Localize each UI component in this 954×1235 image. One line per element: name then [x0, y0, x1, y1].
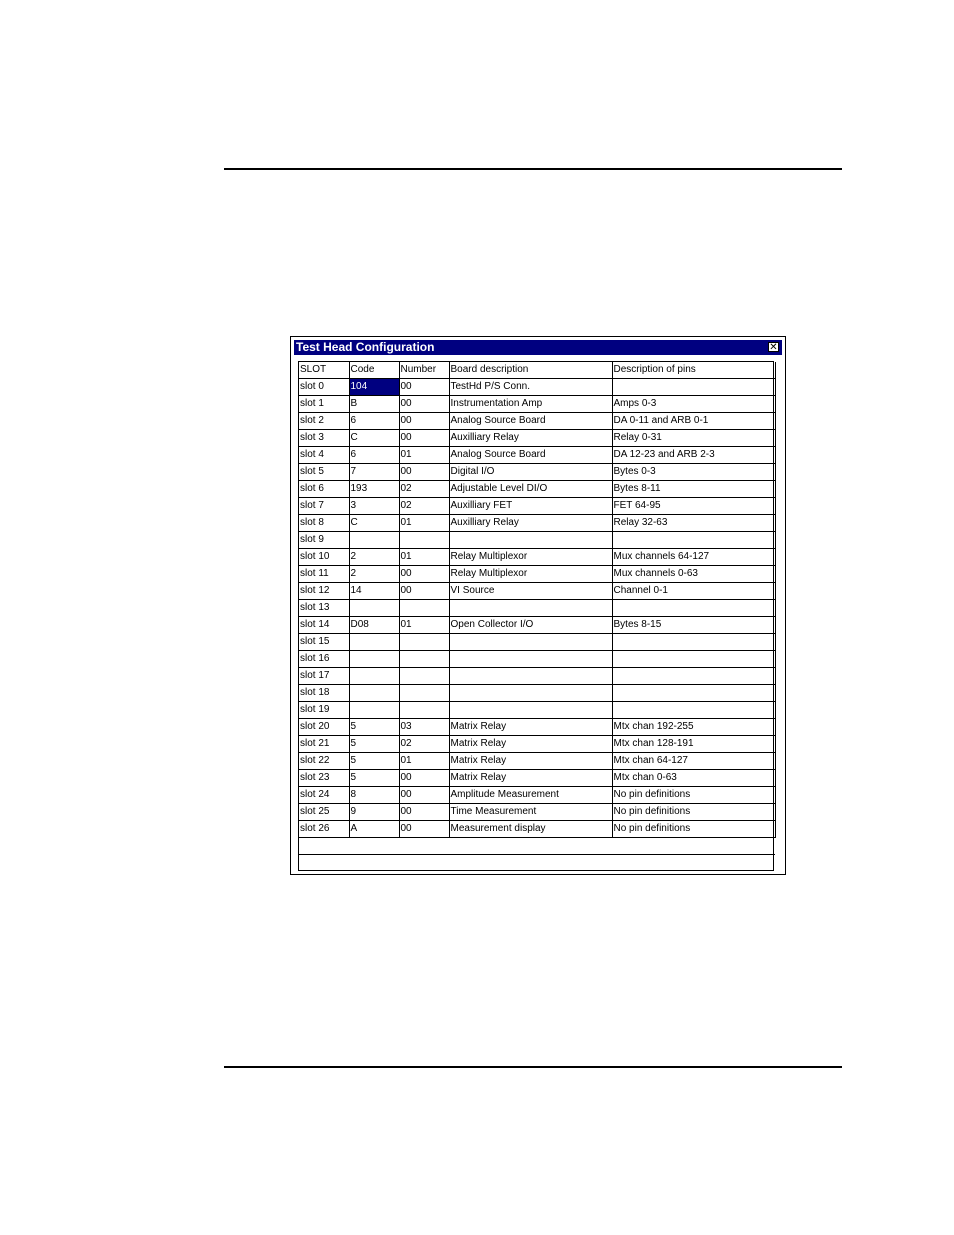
cell-code[interactable]: [349, 651, 399, 668]
cell-number[interactable]: 00: [399, 396, 449, 413]
table-row: [299, 498, 775, 515]
cell-pin-description[interactable]: [612, 685, 775, 702]
top-rule: [224, 168, 842, 170]
row-label: slot 12: [299, 583, 349, 600]
header-row: [299, 362, 775, 379]
row-label: slot 16: [299, 651, 349, 668]
row-label: slot 19: [299, 702, 349, 719]
cell-number[interactable]: [399, 651, 449, 668]
row-label: slot 1: [299, 396, 349, 413]
cell-code[interactable]: 3: [349, 498, 399, 515]
cell-number[interactable]: 00: [399, 787, 449, 804]
cell-board-description[interactable]: Analog Source Board: [449, 447, 612, 464]
table-row: [299, 583, 775, 600]
cell-pin-description[interactable]: DA 12-23 and ARB 2-3: [612, 447, 775, 464]
table-row: [299, 651, 775, 668]
cell-pin-description[interactable]: No pin definitions: [612, 804, 775, 821]
table-row: [299, 464, 775, 481]
cell-code[interactable]: 6: [349, 413, 399, 430]
table-row: [299, 447, 775, 464]
row-label: slot 11: [299, 566, 349, 583]
table-row: [299, 430, 775, 447]
cell-board-description[interactable]: Matrix Relay: [449, 719, 612, 736]
cell-number[interactable]: 00: [399, 566, 449, 583]
cell-pin-description[interactable]: Mtx chan 0-63: [612, 770, 775, 787]
cell-board-description[interactable]: [449, 634, 612, 651]
row-label: slot 14: [299, 617, 349, 634]
row-label: slot 2: [299, 413, 349, 430]
cell-code[interactable]: [349, 600, 399, 617]
cell-board-description[interactable]: Adjustable Level DI/O: [449, 481, 612, 498]
cell-code[interactable]: 8: [349, 787, 399, 804]
cell-board-description[interactable]: Matrix Relay: [449, 736, 612, 753]
cell-pin-description[interactable]: No pin definitions: [612, 821, 775, 838]
cell-number[interactable]: [399, 600, 449, 617]
cell-number[interactable]: 01: [399, 447, 449, 464]
row-label: slot 0: [299, 379, 349, 396]
cell-code[interactable]: 2: [349, 566, 399, 583]
cell-code[interactable]: [349, 702, 399, 719]
row-label: slot 7: [299, 498, 349, 515]
cell-board-description[interactable]: Amplitude Measurement: [449, 787, 612, 804]
cell-pin-description[interactable]: [612, 651, 775, 668]
window-title: Test Head Configuration: [296, 340, 435, 354]
cell-board-description[interactable]: Matrix Relay: [449, 770, 612, 787]
cell-board-description[interactable]: Open Collector I/O: [449, 617, 612, 634]
cell-board-description[interactable]: Analog Source Board: [449, 413, 612, 430]
cell-number[interactable]: 00: [399, 464, 449, 481]
config-grid: [298, 361, 774, 871]
row-label: slot 23: [299, 770, 349, 787]
empty-cell[interactable]: [299, 838, 349, 855]
table-row: [299, 787, 775, 804]
cell-board-description[interactable]: Relay Multiplexor: [449, 549, 612, 566]
cell-number[interactable]: [399, 532, 449, 549]
empty-cell[interactable]: [349, 838, 399, 855]
cell-code[interactable]: [349, 685, 399, 702]
row-label: slot 15: [299, 634, 349, 651]
cell-board-description[interactable]: Auxilliary Relay: [449, 430, 612, 447]
cell-board-description[interactable]: Matrix Relay: [449, 753, 612, 770]
cell-pin-description[interactable]: [612, 379, 775, 396]
cell-code[interactable]: 6: [349, 447, 399, 464]
cell-number[interactable]: 02: [399, 481, 449, 498]
row-label: slot 3: [299, 430, 349, 447]
table-row: [299, 481, 775, 498]
cell-pin-description[interactable]: Amps 0-3: [612, 396, 775, 413]
cell-board-description[interactable]: Auxilliary Relay: [449, 515, 612, 532]
empty-cell[interactable]: [612, 838, 775, 855]
cell-number[interactable]: [399, 702, 449, 719]
cell-board-description[interactable]: [449, 600, 612, 617]
table-row: [299, 685, 775, 702]
table-row: [299, 668, 775, 685]
cell-board-description[interactable]: [449, 651, 612, 668]
row-label: slot 10: [299, 549, 349, 566]
cell-number[interactable]: 01: [399, 549, 449, 566]
cell-number[interactable]: 00: [399, 770, 449, 787]
cell-number[interactable]: 00: [399, 430, 449, 447]
cell-code[interactable]: 7: [349, 464, 399, 481]
row-label: slot 18: [299, 685, 349, 702]
cell-number[interactable]: [399, 668, 449, 685]
cell-board-description[interactable]: [449, 668, 612, 685]
cell-pin-description[interactable]: No pin definitions: [612, 787, 775, 804]
cell-number[interactable]: 02: [399, 736, 449, 753]
row-label: slot 6: [299, 481, 349, 498]
table-row: [299, 736, 775, 753]
row-label: slot 20: [299, 719, 349, 736]
cell-number[interactable]: 02: [399, 498, 449, 515]
test-head-configuration-dialog: [290, 336, 786, 875]
cell-board-description[interactable]: Measurement display: [449, 821, 612, 838]
column-header-pin-description[interactable]: Description of pins: [612, 362, 775, 379]
cell-pin-description[interactable]: Mux channels 64-127: [612, 549, 775, 566]
cell-code[interactable]: C: [349, 430, 399, 447]
bottom-rule: [224, 1066, 842, 1068]
cell-pin-description[interactable]: FET 64-95: [612, 498, 775, 515]
close-icon[interactable]: ✕: [769, 342, 778, 353]
cell-pin-description[interactable]: [612, 634, 775, 651]
cell-board-description[interactable]: Relay Multiplexor: [449, 566, 612, 583]
cell-code[interactable]: 14: [349, 583, 399, 600]
cell-board-description[interactable]: Auxilliary FET: [449, 498, 612, 515]
table-row: [299, 413, 775, 430]
cell-code[interactable]: 5: [349, 736, 399, 753]
table-row: [299, 515, 775, 532]
cell-board-description[interactable]: Digital I/O: [449, 464, 612, 481]
cell-pin-description[interactable]: Mux channels 0-63: [612, 566, 775, 583]
cell-code[interactable]: 5: [349, 719, 399, 736]
cell-number[interactable]: 00: [399, 583, 449, 600]
table-row: [299, 566, 775, 583]
cell-number[interactable]: 00: [399, 821, 449, 838]
cell-code[interactable]: 9: [349, 804, 399, 821]
table-row: [299, 702, 775, 719]
table-row: [299, 617, 775, 634]
empty-row[interactable]: [299, 838, 775, 855]
cell-code[interactable]: 5: [349, 753, 399, 770]
cell-board-description[interactable]: TestHd P/S Conn.: [449, 379, 612, 396]
row-label: slot 26: [299, 821, 349, 838]
cell-number[interactable]: [399, 685, 449, 702]
cell-number[interactable]: 01: [399, 753, 449, 770]
row-label: slot 25: [299, 804, 349, 821]
row-label: slot 21: [299, 736, 349, 753]
cell-code[interactable]: C: [349, 515, 399, 532]
row-label: slot 13: [299, 600, 349, 617]
cell-pin-description[interactable]: Bytes 8-15: [612, 617, 775, 634]
cell-pin-description[interactable]: Channel 0-1: [612, 583, 775, 600]
row-label: slot 24: [299, 787, 349, 804]
row-label: slot 17: [299, 668, 349, 685]
cell-number[interactable]: 00: [399, 379, 449, 396]
cell-board-description[interactable]: [449, 702, 612, 719]
cell-pin-description[interactable]: [612, 532, 775, 549]
cell-code[interactable]: A: [349, 821, 399, 838]
column-header-code[interactable]: Code: [349, 362, 399, 379]
empty-cell[interactable]: [399, 838, 449, 855]
cell-code[interactable]: 104: [349, 379, 399, 396]
cell-pin-description[interactable]: [612, 668, 775, 685]
cell-pin-description[interactable]: Relay 0-31: [612, 430, 775, 447]
table-row: [299, 549, 775, 566]
cell-pin-description[interactable]: [612, 702, 775, 719]
cell-number[interactable]: 00: [399, 804, 449, 821]
row-label: slot 8: [299, 515, 349, 532]
table-row: [299, 379, 775, 396]
cell-code[interactable]: 2: [349, 549, 399, 566]
cell-number[interactable]: [399, 634, 449, 651]
cell-pin-description[interactable]: Mtx chan 64-127: [612, 753, 775, 770]
cell-pin-description[interactable]: Mtx chan 128-191: [612, 736, 775, 753]
table-row: [299, 634, 775, 651]
cell-pin-description[interactable]: Bytes 0-3: [612, 464, 775, 481]
cell-number[interactable]: 00: [399, 413, 449, 430]
column-header-number[interactable]: Number: [399, 362, 449, 379]
table-row: [299, 532, 775, 549]
cell-pin-description[interactable]: DA 0-11 and ARB 0-1: [612, 413, 775, 430]
empty-cell[interactable]: [449, 838, 612, 855]
table-row: [299, 396, 775, 413]
cell-board-description[interactable]: Instrumentation Amp: [449, 396, 612, 413]
row-label: slot 4: [299, 447, 349, 464]
cell-code[interactable]: B: [349, 396, 399, 413]
table-row: [299, 821, 775, 838]
cell-number[interactable]: 01: [399, 515, 449, 532]
cell-board-description[interactable]: [449, 685, 612, 702]
cell-pin-description[interactable]: Bytes 8-11: [612, 481, 775, 498]
cell-pin-description[interactable]: Relay 32-63: [612, 515, 775, 532]
cell-pin-description[interactable]: [612, 600, 775, 617]
cell-code[interactable]: 5: [349, 770, 399, 787]
cell-number[interactable]: 03: [399, 719, 449, 736]
cell-code[interactable]: D08: [349, 617, 399, 634]
table-row: [299, 770, 775, 787]
table-row: [299, 753, 775, 770]
cell-board-description[interactable]: Time Measurement: [449, 804, 612, 821]
cell-code[interactable]: 193: [349, 481, 399, 498]
row-label: slot 9: [299, 532, 349, 549]
cell-board-description[interactable]: VI Source: [449, 583, 612, 600]
cell-code[interactable]: [349, 532, 399, 549]
title-bar[interactable]: [294, 340, 782, 355]
cell-code[interactable]: [349, 634, 399, 651]
column-header-slot[interactable]: SLOT: [299, 362, 349, 379]
table-row: [299, 804, 775, 821]
table-row: [299, 719, 775, 736]
table-row: [299, 600, 775, 617]
column-header-board-description[interactable]: Board description: [449, 362, 612, 379]
config-table: [299, 362, 776, 855]
cell-board-description[interactable]: [449, 532, 612, 549]
cell-pin-description[interactable]: Mtx chan 192-255: [612, 719, 775, 736]
row-label: slot 22: [299, 753, 349, 770]
cell-number[interactable]: 01: [399, 617, 449, 634]
cell-code[interactable]: [349, 668, 399, 685]
row-label: slot 5: [299, 464, 349, 481]
